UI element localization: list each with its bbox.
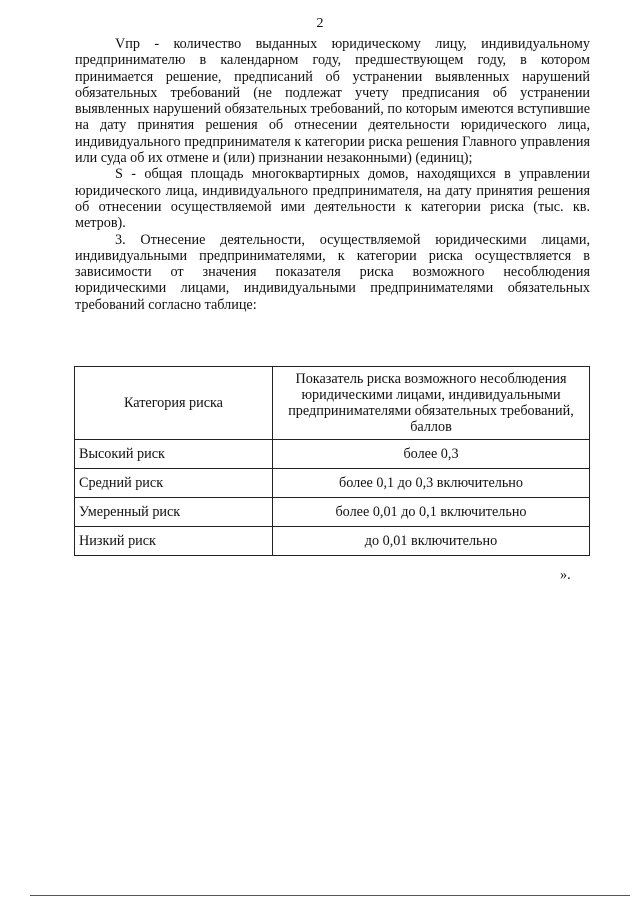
table-row xyxy=(75,469,590,498)
table-row xyxy=(75,527,590,556)
document-body xyxy=(75,36,590,313)
closing-quote-mark: ». xyxy=(560,567,571,583)
paragraph-item-3: 3. Отнесение деятельности, осуществляемой юридическими лицами, индивидуальными предпринимателями, к категории риска осуществляется в зависимости от значения показателя риска возможного несоблюдения юридическими лицами, индивидуальными предпринимателями обязательных требований согласно таблице: xyxy=(75,231,590,313)
risk-category-cell: Средний риск xyxy=(75,469,273,498)
risk-category-cell: Низкий риск xyxy=(75,527,273,556)
table-row xyxy=(75,498,590,527)
table-row xyxy=(75,440,590,469)
paragraph-s-definition: S - общая площадь многоквартирных домов, находящихся в управлении юридического лица, индивидуального предпринимателя, на дату принятия решения об отнесении осуществляемой ими деятельности к категории риска (тыс. кв. метров). xyxy=(75,166,590,232)
bottom-divider xyxy=(30,895,630,896)
risk-category-cell: Высокий риск xyxy=(75,440,273,469)
risk-indicator-cell: до 0,01 включительно xyxy=(273,527,590,556)
page-number: 2 xyxy=(316,16,324,31)
table-header-row xyxy=(75,367,590,440)
risk-indicator-cell: более 0,1 до 0,3 включительно xyxy=(273,469,590,498)
risk-category-cell: Умеренный риск xyxy=(75,498,273,527)
header-risk-category: Категория риска xyxy=(75,367,273,440)
risk-indicator-cell: более 0,3 xyxy=(273,440,590,469)
paragraph-vpr-definition: Vпр - количество выданных юридическому лицу, индивидуальному предпринимателю в календарном году, предшествующем году, в котором принимается решение, предписаний об устранении выявленных нарушений обязательных требований (не подлежат учету предписания об устранении выявленных нарушений обязательных требований, по которым имеются вступившие на дату принятия решения об отнесении деятельности юридического лица, индивидуального предпринимателя к категории риска решения Главного управления или суда об их отмене и (или) признании незаконными) (единиц); xyxy=(75,36,590,167)
risk-category-table xyxy=(74,366,590,556)
header-risk-indicator: Показатель риска возможного несоблюдения юридическими лицами, индивидуальными предпринимателями обязательных требований, баллов xyxy=(273,367,590,440)
risk-indicator-cell: более 0,01 до 0,1 включительно xyxy=(273,498,590,527)
